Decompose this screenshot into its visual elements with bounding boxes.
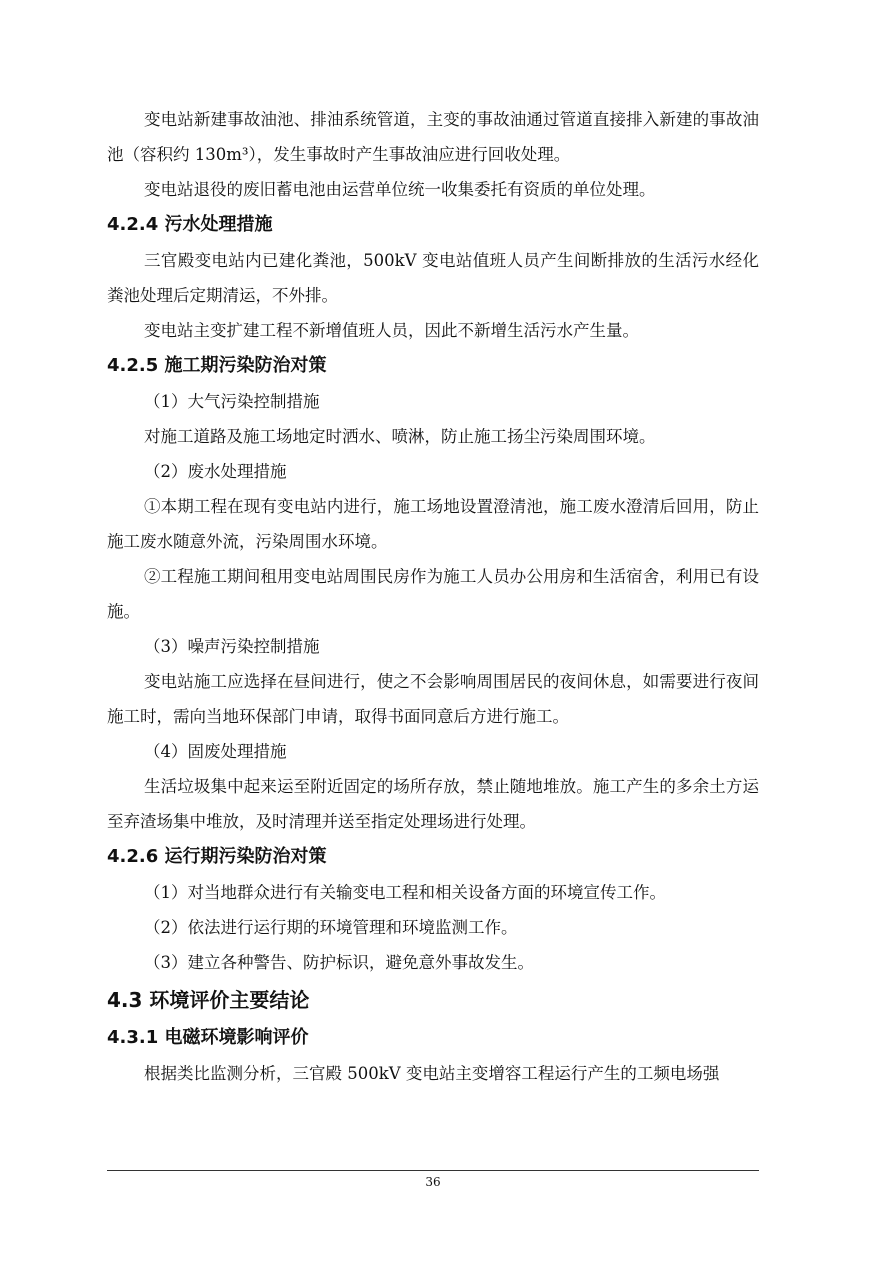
heading-4-3: 4.3 环境评价主要结论 bbox=[107, 988, 310, 1012]
subheading-air-pollution: （1）大气污染控制措施 bbox=[144, 392, 320, 411]
subheading-wastewater: （2）废水处理措施 bbox=[144, 462, 287, 481]
paragraph-dust-control: 对施工道路及施工场地定时洒水、喷淋，防止施工扬尘污染周围环境。 bbox=[144, 427, 656, 446]
paragraph-em-evaluation: 根据类比监测分析，三官殿 500kV 变电站主变增容工程运行产生的工频电场强 bbox=[144, 1064, 720, 1083]
paragraph-battery-disposal: 变电站退役的废旧蓄电池由运营单位统一收集委托有资质的单位处理。 bbox=[144, 180, 656, 199]
heading-4-3-1: 4.3.1 电磁环境影响评价 bbox=[107, 1027, 309, 1048]
list-item-monitoring: （2）依法进行运行期的环境管理和环境监测工作。 bbox=[144, 918, 518, 937]
subheading-noise: （3）噪声污染控制措施 bbox=[144, 637, 320, 656]
subheading-solid-waste: （4）固废处理措施 bbox=[144, 742, 287, 761]
paragraph-clarifier: ①本期工程在现有变电站内进行，施工场地设置澄清池，施工废水澄清后回用，防止施工废水随意外流，污染周围水环境。 bbox=[107, 497, 759, 551]
heading-4-2-4: 4.2.4 污水处理措施 bbox=[107, 214, 273, 235]
document-body bbox=[107, 102, 759, 1091]
list-item-warning-signs: （3）建立各种警告、防护标识，避免意外事故发生。 bbox=[144, 953, 534, 972]
heading-4-2-5: 4.2.5 施工期污染防治对策 bbox=[107, 355, 327, 376]
list-item-publicity: （1）对当地群众进行有关输变电工程和相关设备方面的环境宣传工作。 bbox=[144, 883, 666, 902]
page-number: 36 bbox=[425, 1175, 441, 1189]
paragraph-rented-housing: ②工程施工期间租用变电站周围民房作为施工人员办公用房和生活宿舍，利用已有设施。 bbox=[107, 567, 759, 621]
heading-4-2-6: 4.2.6 运行期污染防治对策 bbox=[107, 846, 327, 867]
paragraph-no-new-staff: 变电站主变扩建工程不新增值班人员，因此不新增生活污水产生量。 bbox=[144, 321, 639, 340]
paragraph-garbage: 生活垃圾集中起来运至附近固定的场所存放，禁止随地堆放。施工产生的多余土方运至弃渣场集中堆放，及时清理并送至指定处理场进行处理。 bbox=[107, 777, 759, 831]
paragraph-daytime-construction: 变电站施工应选择在昼间进行，使之不会影响周围居民的夜间休息，如需要进行夜间施工时，需向当地环保部门申请，取得书面同意后方进行施工。 bbox=[107, 672, 759, 726]
footer-divider bbox=[107, 1170, 759, 1171]
paragraph-accident-oil-pool: 变电站新建事故油池、排油系统管道，主变的事故油通过管道直接排入新建的事故油池（容积约 130m³），发生事故时产生事故油应进行回收处理。 bbox=[107, 110, 759, 164]
paragraph-septic-tank: 三官殿变电站内已建化粪池，500kV 变电站值班人员产生间断排放的生活污水经化粪池处理后定期清运，不外排。 bbox=[107, 251, 759, 305]
